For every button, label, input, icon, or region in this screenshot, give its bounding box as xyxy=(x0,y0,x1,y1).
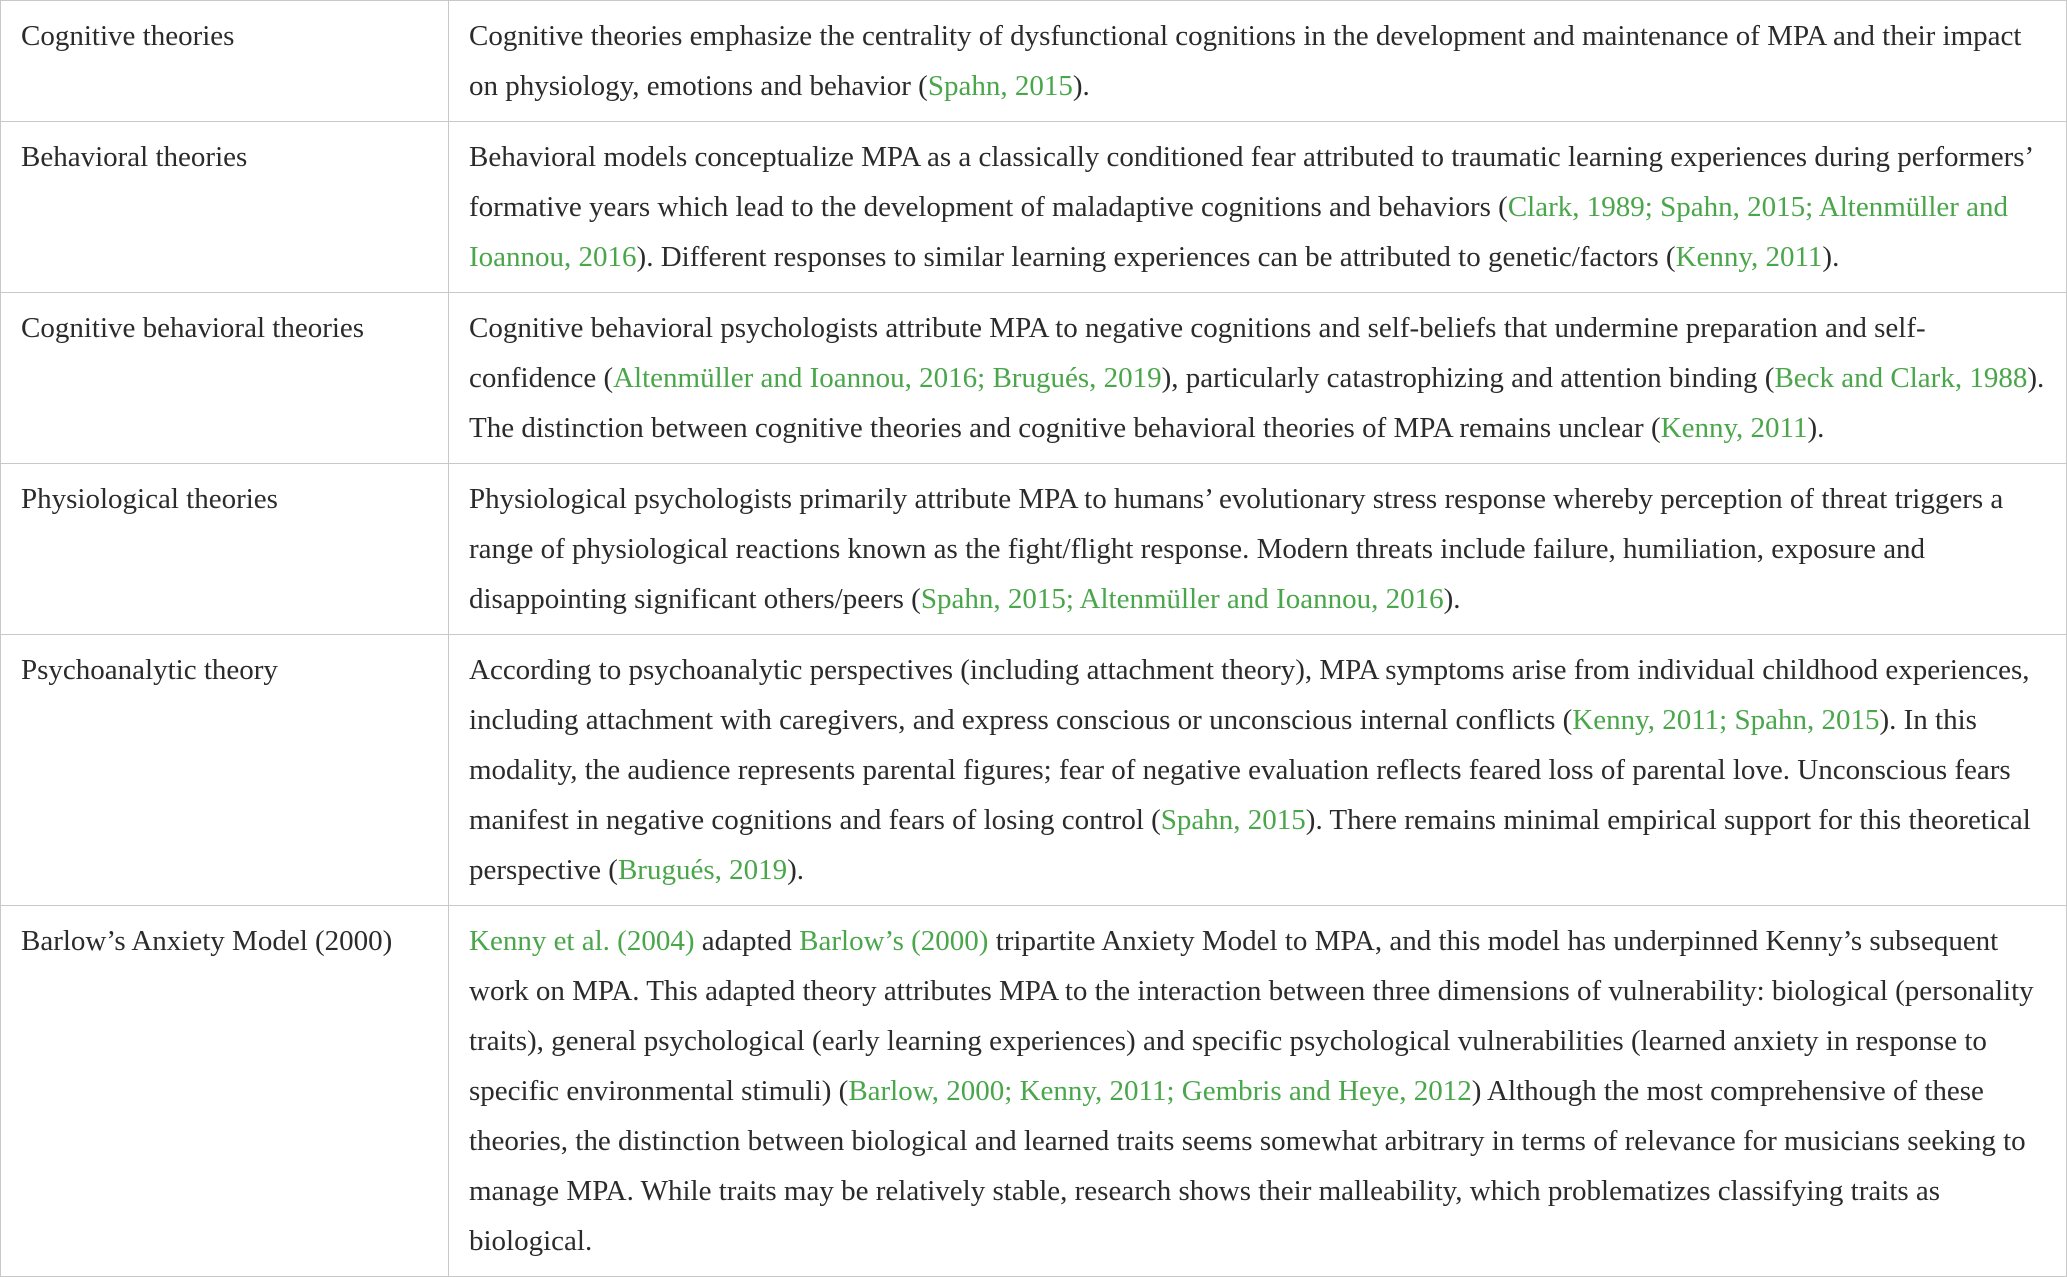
theory-description-cell xyxy=(449,635,2067,906)
table-row xyxy=(1,635,2067,906)
citation-link[interactable]: Kenny et al. (2004) xyxy=(469,925,695,957)
description-text: ) Although the most comprehensive of these theories, the distinction between biological and learned traits seems somewhat arbitrary in terms of relevance for musicians seeking to manage MPA. While traits may be relatively stable, research shows their malleability, which problematizes classifying traits as biological. xyxy=(469,1075,2026,1257)
theory-name-cell: Behavioral theories xyxy=(1,122,449,293)
theory-description-cell xyxy=(449,293,2067,464)
citation-link[interactable]: Kenny, 2011; Spahn, 2015 xyxy=(1572,704,1880,736)
theory-name-cell: Cognitive behavioral theories xyxy=(1,293,449,464)
theory-description-cell xyxy=(449,906,2067,1277)
theory-description-cell xyxy=(449,464,2067,635)
description-text: According to psychoanalytic perspectives (including attachment theory), MPA symptoms arise from individual childhood experiences, including attachment with caregivers, and express conscious or unconscious internal conflicts ( xyxy=(469,654,2030,736)
table-row xyxy=(1,293,2067,464)
table-row xyxy=(1,464,2067,635)
description-text: ). The distinction between cognitive theories and cognitive behavioral theories of MPA remains unclear ( xyxy=(469,362,2045,444)
citation-link[interactable]: Beck and Clark, 1988 xyxy=(1774,362,2028,394)
description-text: ). xyxy=(1443,583,1461,615)
citation-link[interactable]: Barlow’s (2000) xyxy=(799,925,989,957)
description-text: ). Different responses to similar learning experiences can be attributed to genetic/factors ( xyxy=(636,241,1676,273)
citation-link[interactable]: Kenny, 2011 xyxy=(1660,412,1808,444)
description-text: adapted xyxy=(694,925,800,957)
theory-description-cell xyxy=(449,122,2067,293)
theories-table-body xyxy=(1,1,2067,1277)
citation-link[interactable]: Spahn, 2015 xyxy=(927,70,1073,102)
table-row xyxy=(1,122,2067,293)
theory-name-cell: Physiological theories xyxy=(1,464,449,635)
description-text: Cognitive theories emphasize the centrality of dysfunctional cognitions in the development and maintenance of MPA and their impact on physiology, emotions and behavior ( xyxy=(469,20,2022,102)
table-row xyxy=(1,1,2067,122)
citation-link[interactable]: Kenny, 2011 xyxy=(1675,241,1823,273)
description-text: ). In this modality, the audience represents parental figures; fear of negative evaluation reflects feared loss of parental love. Unconscious fears manifest in negative cognitions and fears of losing control ( xyxy=(469,704,2011,836)
citation-link[interactable]: Altenmüller and Ioannou, 2016; Brugués, 2019 xyxy=(613,362,1162,394)
citation-link[interactable]: Clark, 1989; Spahn, 2015; Altenmüller and Ioannou, 2016 xyxy=(469,191,2009,273)
description-text: ). xyxy=(1822,241,1840,273)
theory-name-cell: Barlow’s Anxiety Model (2000) xyxy=(1,906,449,1277)
description-text: Physiological psychologists primarily attribute MPA to humans’ evolutionary stress response whereby perception of threat triggers a range of physiological reactions known as the fight/flight response. Modern threats include failure, humiliation, exposure and disappointing significant others/peers ( xyxy=(469,483,2004,615)
description-text: ). xyxy=(787,854,805,886)
description-text: ). xyxy=(1807,412,1825,444)
description-text: Cognitive behavioral psychologists attribute MPA to negative cognitions and self-beliefs that undermine preparation and self-confidence ( xyxy=(469,312,1926,394)
citation-link[interactable]: Spahn, 2015; Altenmüller and Ioannou, 2016 xyxy=(920,583,1444,615)
citation-link[interactable]: Brugués, 2019 xyxy=(617,854,788,886)
description-text: ). There remains minimal empirical support for this theoretical perspective ( xyxy=(469,804,2031,886)
description-text: ), particularly catastrophizing and attention binding ( xyxy=(1161,362,1775,394)
description-text: ). xyxy=(1072,70,1090,102)
citation-link[interactable]: Barlow, 2000; Kenny, 2011; Gembris and Heye, 2012 xyxy=(848,1075,1472,1107)
theory-description-cell xyxy=(449,1,2067,122)
theory-name-cell: Cognitive theories xyxy=(1,1,449,122)
table-row xyxy=(1,906,2067,1277)
citation-link[interactable]: Spahn, 2015 xyxy=(1160,804,1306,836)
theory-name-cell: Psychoanalytic theory xyxy=(1,635,449,906)
description-text: Behavioral models conceptualize MPA as a classically conditioned fear attributed to traumatic learning experiences during performers’ formative years which lead to the development of maladaptive cognitions and behaviors ( xyxy=(469,141,2033,223)
description-text: tripartite Anxiety Model to MPA, and this model has underpinned Kenny’s subsequent work on MPA. This adapted theory attributes MPA to the interaction between three dimensions of vulnerability: biological (personality traits), general psychological (early learning experiences) and specific psychological vulnerabilities (learned anxiety in response to specific environmental stimuli) ( xyxy=(469,925,2034,1107)
